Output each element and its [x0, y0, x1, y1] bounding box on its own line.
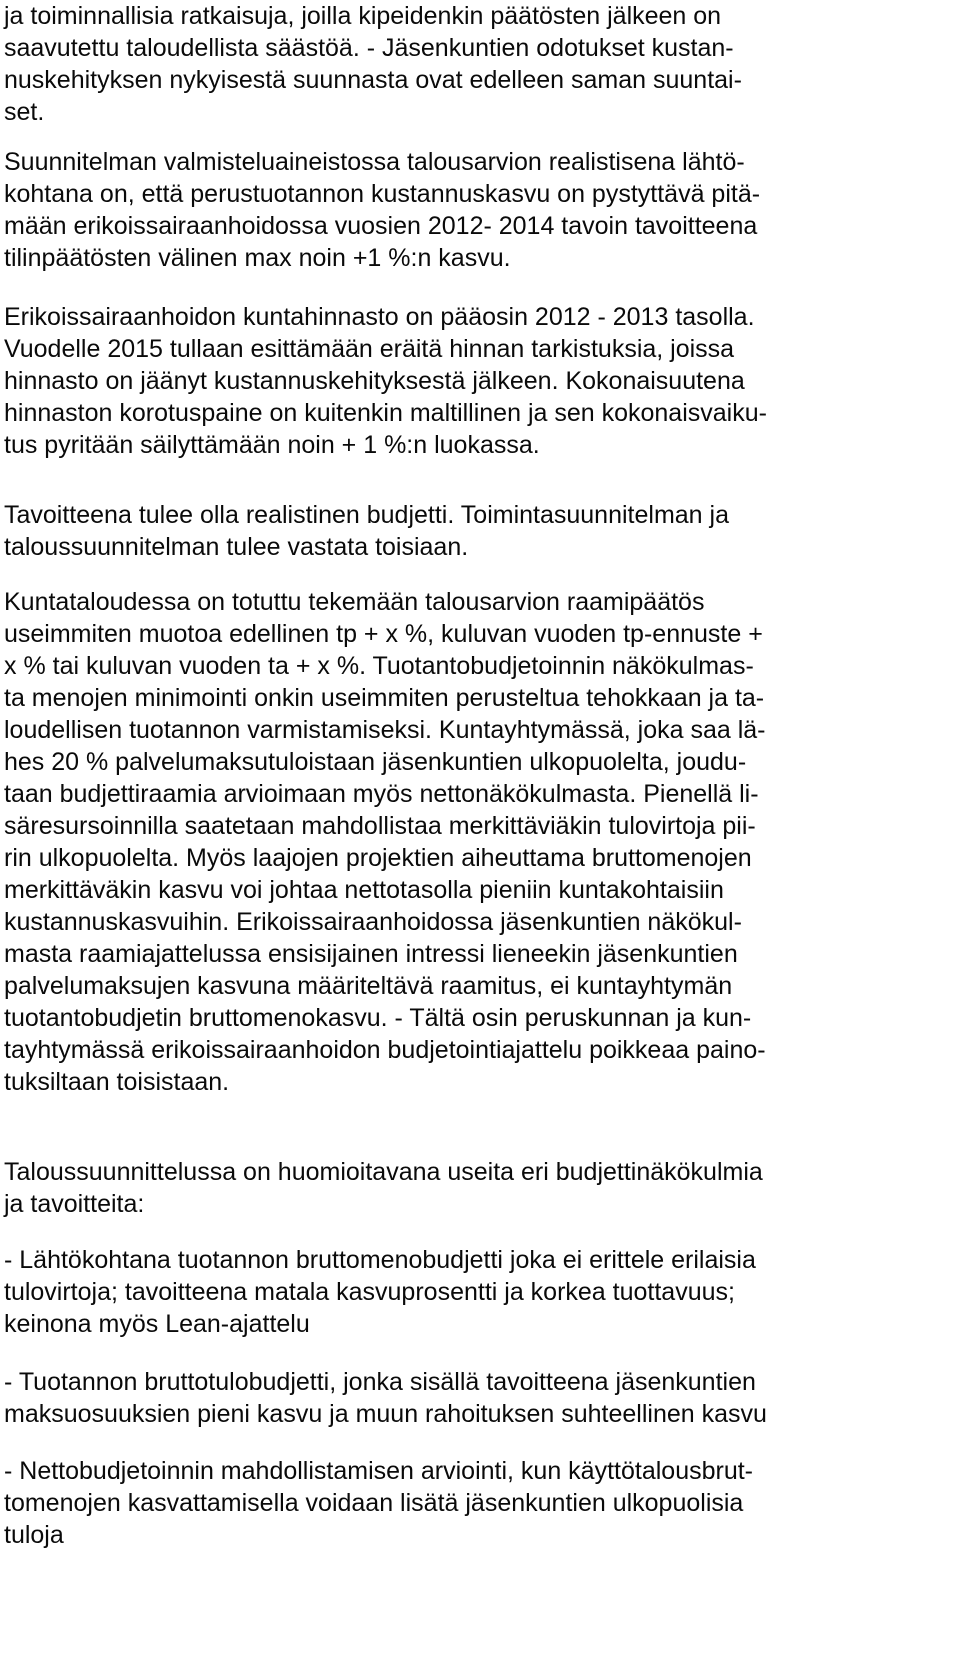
text-line: - Tuotannon bruttotulobudjetti, jonka sisällä tavoitteena jäsenkuntien	[4, 1368, 756, 1396]
text-line: tilinpäätösten välinen max noin +1 %:n kasvu.	[4, 244, 511, 272]
text-line: x % tai kuluvan vuoden ta + x %. Tuotantobudjetoinnin näkökulmas-	[4, 652, 754, 680]
paragraph-4	[4, 499, 729, 563]
text-line: masta raamiajattelussa ensisijainen intressi lieneekin jäsenkuntien	[4, 940, 738, 968]
text-line: Taloussuunnittelussa on huomioitavana useita eri budjettinäkökulmia	[4, 1158, 763, 1186]
paragraph-9	[4, 1455, 753, 1551]
text-line: Kuntataloudessa on totuttu tekemään talousarvion raamipäätös	[4, 588, 705, 616]
text-line: rin ulkopuolelta. Myös laajojen projektien aiheuttama bruttomenojen	[4, 844, 752, 872]
text-line: ja tavoitteita:	[4, 1190, 145, 1218]
text-line: hinnaston korotuspaine on kuitenkin maltillinen ja sen kokonaisvaiku-	[4, 399, 767, 427]
text-line: Vuodelle 2015 tullaan esittämään eräitä hinnan tarkistuksia, joissa	[4, 335, 735, 363]
text-line: - Lähtökohtana tuotannon bruttomenobudjetti joka ei erittele erilaisia	[4, 1246, 756, 1274]
text-line: säresursoinnilla saatetaan mahdollistaa merkittäviäkin tulovirtoja pii-	[4, 812, 756, 840]
text-line: tulovirtoja; tavoitteena matala kasvuprosentti ja korkea tuottavuus;	[4, 1278, 735, 1306]
paragraph-3	[4, 301, 767, 461]
text-line: tus pyritään säilyttämään noin + 1 %:n luokassa.	[4, 431, 540, 459]
text-line: taloussuunnitelman tulee vastata toisiaan.	[4, 533, 469, 561]
text-line: set.	[4, 98, 45, 126]
text-line: hes 20 % palvelumaksutuloistaan jäsenkuntien ulkopuolelta, joudu-	[4, 748, 747, 776]
text-line: kohtana on, että perustuotannon kustannuskasvu on pystyttävä pitä-	[4, 180, 761, 208]
text-line: kustannuskasvuihin. Erikoissairaanhoidossa jäsenkuntien näkökul-	[4, 908, 742, 936]
text-line: maksuosuuksien pieni kasvu ja muun rahoituksen suhteellinen kasvu	[4, 1400, 767, 1428]
text-line: Tavoitteena tulee olla realistinen budjetti. Toimintasuunnitelman ja	[4, 501, 729, 529]
paragraph-2	[4, 146, 760, 274]
text-line: ta menojen minimointi onkin useimmiten perusteltua tehokkaan ja ta-	[4, 684, 765, 712]
text-line: taan budjettiraamia arvioimaan myös nettonäkökulmasta. Pienellä li-	[4, 780, 759, 808]
text-line: Suunnitelman valmisteluaineistossa talousarvion realistisena lähtö-	[4, 148, 745, 176]
paragraph-1	[4, 0, 742, 128]
text-line: - Nettobudjetoinnin mahdollistamisen arviointi, kun käyttötalousbrut-	[4, 1457, 753, 1485]
text-line: useimmiten muotoa edellinen tp + x %, kuluvan vuoden tp-ennuste +	[4, 620, 763, 648]
text-line: ja toiminnallisia ratkaisuja, joilla kipeidenkin päätösten jälkeen on	[4, 2, 722, 30]
text-line: tomenojen kasvattamisella voidaan lisätä jäsenkuntien ulkopuolisia	[4, 1489, 744, 1517]
text-line: palvelumaksujen kasvuna määriteltävä raamitus, ei kuntayhtymän	[4, 972, 733, 1000]
text-line: nuskehityksen nykyisestä suunnasta ovat edelleen saman suuntai-	[4, 66, 742, 94]
text-line: merkittäväkin kasvu voi johtaa nettotasolla pieniin kuntakohtaisiin	[4, 876, 724, 904]
text-line: tayhtymässä erikoissairaanhoidon budjetointiajattelu poikkeaa paino-	[4, 1036, 766, 1064]
text-line: hinnasto on jäänyt kustannuskehityksestä jälkeen. Kokonaisuutena	[4, 367, 745, 395]
text-line: keinona myös Lean-ajattelu	[4, 1310, 310, 1338]
paragraph-7	[4, 1244, 756, 1340]
text-line: mään erikoissairaanhoidossa vuosien 2012- 2014 tavoin tavoitteena	[4, 212, 758, 240]
paragraph-6	[4, 1156, 763, 1220]
paragraph-5	[4, 586, 766, 1098]
text-line: loudellisen tuotannon varmistamiseksi. Kuntayhtymässä, joka saa lä-	[4, 716, 766, 744]
text-line: tuotantobudjetin bruttomenokasvu. - Tältä osin peruskunnan ja kun-	[4, 1004, 752, 1032]
paragraph-8	[4, 1366, 767, 1430]
text-line: tuksiltaan toisistaan.	[4, 1068, 230, 1096]
text-line: saavutettu taloudellista säästöä. - Jäsenkuntien odotukset kustan-	[4, 34, 734, 62]
text-line: tuloja	[4, 1521, 64, 1549]
text-line: Erikoissairaanhoidon kuntahinnasto on pääosin 2012 - 2013 tasolla.	[4, 303, 755, 331]
